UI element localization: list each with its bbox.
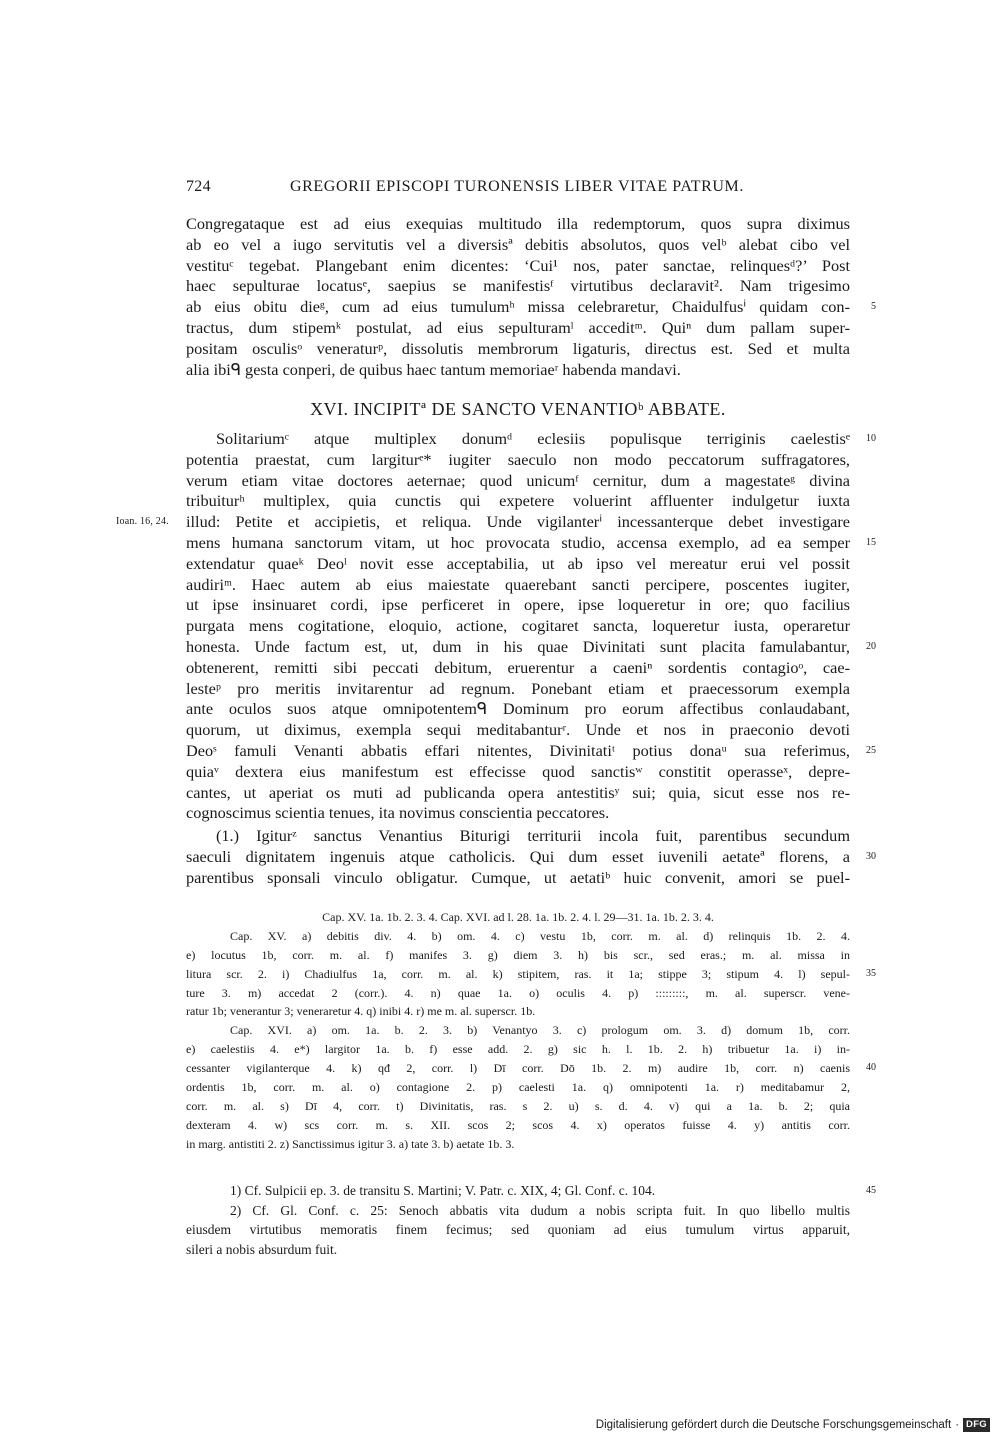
text-line bbox=[186, 214, 850, 235]
apparatus-line bbox=[186, 1002, 850, 1021]
text-line-text: cognoscimus scientia tenues, ita novimus conscientia peccatores. bbox=[186, 803, 610, 823]
dfg-logo: DFG bbox=[963, 1418, 990, 1432]
text-line-text: purgata mens cogitatione, eloquio, actione, cogitaret sancta, loqueretur iusta, operaretur bbox=[186, 616, 850, 636]
apparatus-line-text: ratur 1b; venerantur 3; veneraretur 4. q) inibi 4. r) me m. al. superscr. 1b. bbox=[186, 1004, 536, 1019]
text-line bbox=[186, 846, 876, 868]
text-line-text: parentibus sponsali vinculo obligatur. Cumque, ut aetatiᵇ huic convenit, amori se puel- bbox=[186, 867, 850, 887]
note-line bbox=[186, 1240, 850, 1260]
margin-citation: Ioan. 16, 24. bbox=[116, 516, 169, 528]
text-line-text: haec sepulturae locatusᵉ, saepius se manifestisᶠ virtutibus declaravit². Nam trigesimo bbox=[186, 276, 850, 296]
line-number: 20 bbox=[866, 640, 876, 652]
apparatus-line bbox=[186, 1097, 850, 1116]
apparatus-line bbox=[186, 1078, 850, 1097]
apparatus-line-text: cessanter vigilanterque 4. k) qđ 2, corr. l) Dī corr. Dō 1b. 2. m) audire 1b, corr. n) caenis bbox=[186, 1061, 850, 1076]
text-line bbox=[186, 720, 850, 741]
apparatus-line bbox=[186, 1135, 850, 1154]
line-number: 30 bbox=[866, 850, 876, 862]
text-line-text: extendatur quaeᵏ Deoˡ novit esse acceptabilia, ut ab ipso vel mereatur erui vel possit bbox=[186, 553, 850, 573]
apparatus-line bbox=[186, 1040, 850, 1059]
apparatus-line bbox=[186, 1021, 850, 1040]
line-number: 15 bbox=[866, 536, 876, 548]
text-line-text: saeculi dignitatem ingenuis atque catholicis. Qui dum esset iuvenili aetateª florens, a bbox=[186, 846, 850, 866]
text-line-text: illud: Petite et accipietis, et reliqua. Unde vigilanterⁱ incessanterque debet investigare bbox=[186, 512, 850, 532]
note-line-text: eiusdem virtutibus memoratis finem fecimus; sed quoniam ad eius tumulum virtus apparuit, bbox=[186, 1222, 850, 1237]
note-line-text: sileri a nobis absurdum fuit. bbox=[186, 1241, 338, 1257]
text-line bbox=[186, 360, 850, 381]
text-line-text: ut ipse insinuaret cordi, ipse perficeret in opere, ipse loqueretur in ore; quo facilius bbox=[186, 595, 850, 615]
section-heading: XVI. INCIPITª DE SANCTO VENANTIOᵇ ABBATE. bbox=[310, 399, 726, 419]
text-line-text: obtenerent, remitti sibi peccati debitum, eruerentur a caeniⁿ sordentis contagioᵒ, cae- bbox=[186, 657, 850, 677]
text-line bbox=[186, 471, 850, 492]
text-line bbox=[186, 256, 850, 277]
text-line-text: vestituᶜ tegebat. Plangebant enim dicentes: ‘Cui¹ nos, pater sanctae, relinquesᵈ?’ Post bbox=[186, 255, 850, 275]
apparatus-line-text: corr. m. al. s) Dī 4, corr. t) Divinitatis, ras. s 2. u) s. d. 4. v) qui a 1a. b. 2; quia bbox=[186, 1098, 850, 1113]
text-line bbox=[186, 276, 850, 297]
text-line bbox=[186, 762, 850, 783]
note-line-text: 1) Cf. Sulpicii ep. 3. de transitu S. Martini; V. Patr. c. XIX, 4; Gl. Conf. c. 104. bbox=[230, 1183, 656, 1198]
text-line bbox=[186, 297, 876, 318]
text-line-text: verum etiam vitae doctores aeternae; quod unicumᶠ cernitur, dum a magestateᵍ divina bbox=[186, 470, 850, 490]
apparatus-line-text: e) locutus 1b, corr. m. al. f) manifes 3. g) diem 3. h) bis scr., sed eras.; m. al. missa in bbox=[186, 947, 850, 962]
text-line-text: honesta. Unde factum est, ut, dum in his quae Divinitati sunt placita famulabantur, bbox=[186, 636, 850, 656]
text-line bbox=[186, 616, 850, 637]
apparatus-line-text: Cap. XVI. a) om. 1a. b. 2. 3. b) Venantyo 3. c) prologum om. 3. d) domum 1b, corr. bbox=[230, 1023, 850, 1038]
text-line-text: quiaᵛ dextera eius manifestum est effecisse quod sanctisʷ constitit operasseˣ, depre- bbox=[186, 761, 850, 781]
text-line bbox=[186, 339, 850, 360]
text-line bbox=[186, 450, 850, 471]
text-line bbox=[186, 826, 850, 847]
credit-text: Digitalisierung gefördert durch die Deutsche Forschungsgemeinschaft bbox=[595, 1419, 952, 1431]
text-line-text: potentia praestat, cum largiturᵉ* iugiter saeculo non modo peccatorum suffragatores, bbox=[186, 449, 850, 469]
text-line bbox=[186, 318, 850, 339]
note-line bbox=[186, 1201, 850, 1221]
line-number: 40 bbox=[866, 1062, 876, 1074]
line-number: 5 bbox=[871, 301, 876, 313]
running-title: GREGORII EPISCOPI TURONENSIS LIBER VITAE PATRUM. bbox=[290, 178, 744, 195]
note-line bbox=[186, 1181, 876, 1201]
text-line bbox=[186, 803, 850, 824]
main-text-block-2 bbox=[116, 429, 876, 824]
note-line-text: 2) Cf. Gl. Conf. c. 25: Senoch abbatis vita dudum a nobis scripta fuit. In quo libello multis bbox=[230, 1202, 850, 1218]
text-line bbox=[186, 235, 850, 256]
text-line bbox=[186, 658, 850, 679]
line-number: 10 bbox=[866, 433, 876, 444]
text-line-text: Solitariumᶜ atque multiplex donumᵈ eclesiis populisque terriginis caelestisᵉ bbox=[216, 429, 850, 448]
text-line-text: positam osculisᵒ veneraturᵖ, dissolutis membrorum ligaturis, directus est. Sed et multa bbox=[186, 338, 850, 358]
text-line-text: (1.) Igiturᶻ sanctus Venantius Biturigi territurii incola fuit, parentibus secundum bbox=[216, 826, 850, 845]
text-line-text: lesteᵖ pro meritis invitarentur ad regnum. Ponebant etiam et praecessorum exempla bbox=[186, 678, 850, 698]
line-number: 45 bbox=[866, 1185, 876, 1196]
text-line-text: Congregataque est ad eius exequias multitudo illa redemptorum, quos supra diximus bbox=[186, 214, 850, 233]
line-number: 25 bbox=[866, 744, 876, 756]
text-line-text: alia ibiᑫ gesta conperi, de quibus haec tantum memoriaeʳ habenda mandavi. bbox=[186, 359, 681, 379]
main-text-block-3 bbox=[186, 826, 876, 888]
text-line-text: Deoˢ famuli Venanti abbatis effari nitentes, Divinitatiᵗ potius donaᵘ sua referimus, bbox=[186, 740, 850, 760]
main-text-block-1 bbox=[186, 214, 876, 380]
text-line bbox=[186, 679, 850, 700]
apparatus-line-text: ordentis 1b, corr. m. al. o) contagione 2. p) caelesti 1a. q) omnipotenti 1a. r) meditabamur 2, bbox=[186, 1080, 850, 1095]
text-line bbox=[186, 575, 850, 596]
apparatus-line bbox=[186, 965, 876, 984]
text-line bbox=[186, 532, 876, 554]
text-line-text: quorum, ut diximus, exempla sequi meditabanturʳ. Unde et nos in praeconio devoti bbox=[186, 720, 850, 740]
text-line bbox=[116, 512, 850, 533]
explanatory-notes bbox=[186, 1181, 876, 1259]
text-line-text: ante oculos suos atque omnipotentemᑫ Dominum pro eorum affectibus conlaudabant, bbox=[186, 699, 850, 719]
apparatus-line-text: dexteram 4. w) scs corr. m. s. XII. scos 2; scos 4. x) operatos fuisse 4. y) antitis corr. bbox=[186, 1117, 850, 1132]
line-number: 35 bbox=[866, 967, 876, 979]
text-line-text: tractus, dum stipemᵏ postulat, ad eius sepulturamˡ acceditᵐ. Quiⁿ dum pallam super- bbox=[186, 317, 850, 337]
apparatus-line bbox=[186, 984, 850, 1003]
apparatus-line-text: Cap. XV. a) debitis div. 4. b) om. 4. c) vestu 1b, corr. m. al. d) relinquis 1b. 2. 4. bbox=[230, 928, 850, 943]
apparatus-line bbox=[186, 1059, 876, 1078]
text-line-text: tribuiturʰ multiplex, quia cunctis qui expetere voluerint affluenter indulgetur iuxta bbox=[186, 491, 850, 511]
text-line-text: mens humana sanctorum vitam, ut hoc provocata studio, accensa exemplo, ad ea semper bbox=[186, 532, 850, 552]
text-line-text: ab eo vel a iugo servitutis vel a diversisª debitis absolutos, quos velᵇ alebat cibo vel bbox=[186, 234, 850, 254]
apparatus-line-text: in marg. antistiti 2. z) Sanctissimus igitur 3. a) tate 3. b) aetate 1b. 3. bbox=[186, 1136, 515, 1151]
text-line bbox=[186, 868, 850, 889]
text-line-text: ab eius obitu dieᵍ, cum ad eius tumulumʰ missa celebraretur, Chaidulfusⁱ quidam con- bbox=[186, 297, 850, 317]
apparatus-line bbox=[186, 908, 850, 927]
funding-credit: Digitalisierung gefördert durch die Deutsche Forschungsgemeinschaft · DFG bbox=[596, 1418, 990, 1432]
apparatus-line-text: litura scr. 2. i) Chadiulfus 1a, corr. m. al. k) stipitem, ras. it 1a; stippe 3; stipum 4. l) sepul- bbox=[186, 966, 850, 981]
text-line bbox=[186, 783, 850, 804]
text-line-text: audiriᵐ. Haec autem ab eius maiestate quaerebant sancti percipere, poscentes iugiter, bbox=[186, 574, 850, 594]
note-line bbox=[186, 1220, 850, 1240]
text-line-text: cantes, ut aperiat os muti ad publicanda opera antestitisʸ sui; quia, sicut esse nos re- bbox=[186, 782, 850, 802]
page-number: 724 bbox=[186, 178, 211, 195]
apparatus-line-text: e) caelestiis 4. e*) largitor 1a. b. f) esse add. 2. g) sic h. l. 1b. 2. h) tribuetur 1a. i) in- bbox=[186, 1042, 850, 1057]
text-line bbox=[186, 636, 876, 658]
apparatus-line-text: Cap. XV. 1a. 1b. 2. 3. 4. Cap. XVI. ad l. 28. 1a. 1b. 2. 4. l. 29—31. 1a. 1b. 2. 3. 4. bbox=[322, 910, 714, 924]
text-line bbox=[186, 699, 850, 720]
apparatus-line bbox=[186, 1116, 850, 1135]
text-line bbox=[186, 429, 876, 450]
text-line bbox=[186, 595, 850, 616]
apparatus-line-text: ture 3. m) accedat 2 (corr.). 4. n) quae 1a. o) oculis 4. p) :::::::::, m. al. superscr. vene- bbox=[186, 985, 850, 1000]
text-line bbox=[186, 491, 850, 512]
apparatus-line bbox=[186, 946, 850, 965]
critical-apparatus bbox=[186, 908, 876, 1154]
text-line bbox=[186, 554, 850, 575]
text-line bbox=[186, 740, 876, 762]
apparatus-line bbox=[186, 927, 850, 946]
